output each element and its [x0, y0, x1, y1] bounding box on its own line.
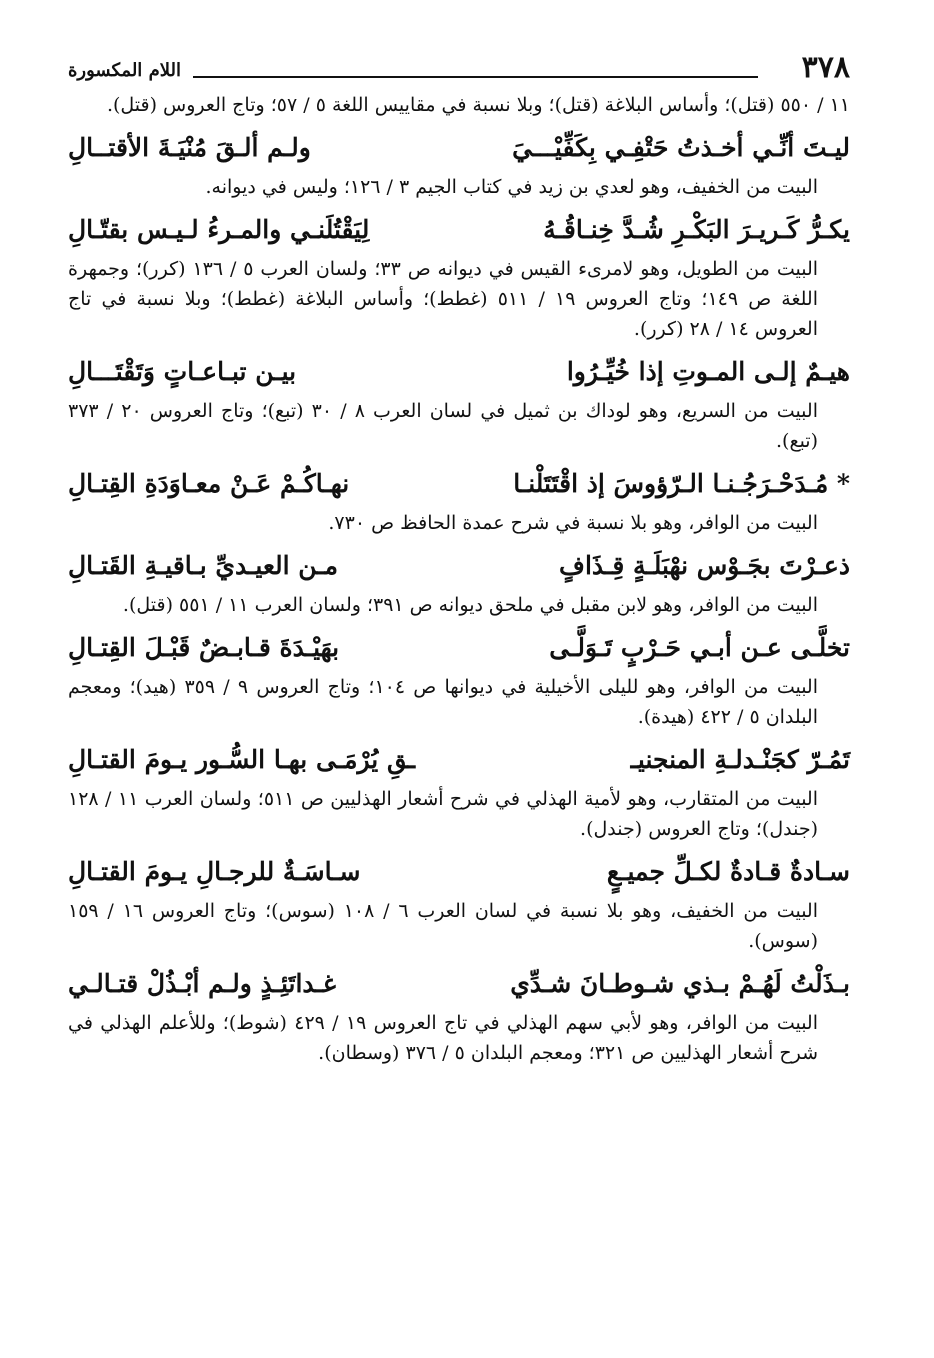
header-rule	[193, 76, 758, 78]
verse-line	[68, 850, 850, 894]
verse-second-hemistich: ولـم ألـقَ مُنْيَـةَ الأقتــالِ	[68, 133, 311, 162]
verse-line	[68, 462, 850, 506]
verse-second-hemistich: ـقِ يُرْمَـى بهـا السُّـور يـومَ القتـالِ	[68, 745, 416, 774]
continued-note: ١١ / ٥٥٠ (قتل)؛ وأساس البلاغة (قتل)؛ وبلا نسبة في مقاييس اللغة ٥ / ٥٧؛ وتاج العروس (قتل).	[106, 94, 850, 116]
verse-first-hemistich: * مُـدَحْـرَجُـنـا الـرّؤوسَ إذ اقْتَتَلْنـا	[513, 469, 850, 498]
verse-first-hemistich: يكـرُّ كَـريـرَ البَكْـرِ شُـدَّ خِنـاقُـهُ	[543, 215, 850, 244]
verse-first-hemistich: تخلَّـى عـن أبـي حَـرْبٍ تَـوَلَّـى	[549, 633, 850, 662]
book-page	[68, 46, 850, 1336]
verse-note: البيت من الوافر، وهو بلا نسبة في شرح عمدة الحافظ ص ٧٣٠.	[328, 512, 818, 534]
verse-note: البيت من المتقارب، وهو لأمية الهذلي في شرح أشعار الهذليين ص ٥١١؛ ولسان العرب ١١ / ١٢٨ (جندل)؛ وتاج العروس (جندل).	[68, 788, 818, 840]
verse-second-hemistich: نهـاكُـمْ عَـنْ معـاوَدَةِ القِتـالِ	[68, 469, 350, 498]
verse-note: البيت من الطويل، وهو لامرىء القيس في ديوانه ص ٣٣؛ ولسان العرب ٥ / ١٣٦ (كرر)؛ وجمهرة اللغة ص ١٤٩؛ وتاج العروس ١٩ / ٥١١ (غطط)؛ وأساس البلاغة (غطط)؛ وبلا نسبة في تاج العروس ١٤ / ٢٨ (كرر).	[68, 258, 819, 340]
verse-line	[68, 208, 850, 252]
verse-second-hemistich: بيـن تبـاعـاتٍ وَتَقْتَـــالِ	[68, 357, 297, 386]
verse-line	[68, 350, 850, 394]
page-content	[68, 90, 850, 1074]
verse-note: البيت من السريع، وهو لوداك بن ثميل في لسان العرب ٨ / ٣٠ (تبع)؛ وتاج العروس ٢٠ / ٣٧٣ (تبع).	[68, 400, 818, 452]
verse-line	[68, 126, 850, 170]
verse-first-hemistich: تَمُـرّ كجَنْـدلـةِ المنجنيـ	[630, 745, 850, 774]
verse-second-hemistich: غـداتَئِـذٍ ولـم أبْـذُلْ قتـالـي	[68, 969, 336, 998]
verse-first-hemistich: ليـتَ أنِّـي أخـذتُ حَتْفِـي بِكَفِّيْـــيَ	[512, 133, 850, 162]
verse-note: البيت من الوافر، وهو لابن مقبل في ملحق ديوانه ص ٣٩١؛ ولسان العرب ١١ / ٥٥١ (قتل).	[122, 594, 818, 616]
page-number: ٣٧٨	[801, 50, 850, 85]
verse-note: البيت من الوافر، وهو لليلى الأخيلية في ديوانها ص ١٠٤؛ وتاج العروس ٩ / ٣٥٩ (هيد)؛ ومعجم البلدان ٥ / ٤٢٢ (هيدة).	[68, 676, 819, 728]
verse-first-hemistich: سـادةٌ قـادةٌ لكـلِّ جميـعٍ	[606, 857, 850, 886]
verse-second-hemistich: لِيَقْتُلَنـي والمـرءُ لـيـس بقتّـالِ	[68, 215, 370, 244]
verse-first-hemistich: بـذَلْتُ لَهُـمْ بـذي شـوطـانَ شـدِّي	[510, 969, 850, 998]
verse-note: البيت من الخفيف، وهو لعدي بن زيد في كتاب الجيم ٣ / ١٢٦؛ وليس في ديوانه.	[205, 176, 818, 198]
verse-note: البيت من الوافر، وهو لأبي سهم الهذلي في تاج العروس ١٩ / ٤٢٩ (شوط)؛ وللأعلم الهذلي في شرح أشعار الهذليين ص ٣٢١؛ ومعجم البلدان ٥ / ٣٧٦ (وسطان).	[68, 1012, 819, 1064]
page-header	[68, 46, 850, 90]
verse-second-hemistich: مـن العيـديِّ بـاقيـةِ القَتـالِ	[68, 551, 339, 580]
verse-line	[68, 738, 850, 782]
verse-note: البيت من الخفيف، وهو بلا نسبة في لسان العرب ٦ / ١٠٨ (سوس)؛ وتاج العروس ١٦ / ١٥٩ (سوس).	[68, 900, 818, 952]
running-head: اللام المكسورة	[68, 60, 181, 81]
verse-first-hemistich: هيـمٌ إلـى المـوتِ إذا خُيِّـرُوا	[566, 357, 850, 386]
verse-line	[68, 544, 850, 588]
verse-first-hemistich: ذعـرْتَ بجَـوْس نهْبَلَـةٍ قِـذَافٍ	[559, 551, 850, 580]
verse-second-hemistich: بهَيْـدَةَ قـابـضٌ قَبْـلَ القِتـالِ	[68, 633, 340, 662]
verse-line	[68, 626, 850, 670]
verse-second-hemistich: سـاسَـةٌ للرجـالِ يـومَ القتـالِ	[68, 857, 361, 886]
verse-line	[68, 962, 850, 1006]
